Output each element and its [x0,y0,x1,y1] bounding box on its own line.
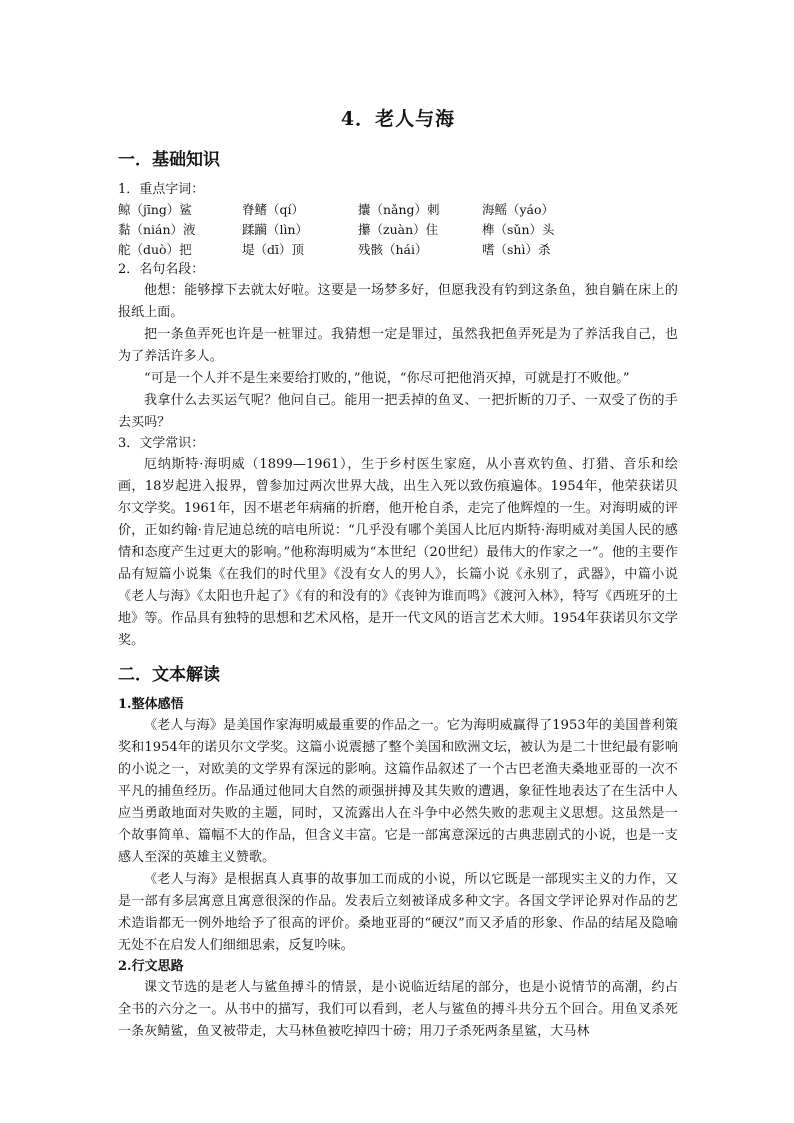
vocab-item: 舵（duò）把 [118,242,192,257]
section-heading-text-analysis: 二．文本解读 [118,665,220,685]
vocab-item: 攥（zuàn）住 [358,222,439,237]
document-page [118,104,678,1043]
thread-paragraph: 课文节选的是老人与鲨鱼搏斗的情景，是小说临近结尾的部分，也是小说情节的高潮，约占全书的六分之一。从书中的描写，我们可以看到，老人与鲨鱼的搏斗共分五个回合。用鱼叉杀死一条灰鲭鲨，鱼叉被带走，大马林鱼被吃掉四十磅；用刀子杀死两条星鲨，大马林 [118,980,678,1039]
thread-label: 2.行文思路 [118,959,184,974]
vocab-item: 攮（nǎng）刺 [358,202,440,217]
vocab-item: 海鳐（yáo） [482,202,555,217]
vocabulary-grid [118,200,678,260]
quote-paragraph: 把一条鱼弄死也许是一桩罪过。我猜想一定是罪过，虽然我把鱼弄死是为了养活我自己，也为了养活许多人。 [118,327,678,364]
vocab-item: 黏（nián）液 [118,222,196,237]
vocab-item: 堤（dī）顶 [242,242,304,257]
overall-label: 1.整体感悟 [118,697,184,712]
overall-paragraph: 《老人与海》是美国作家海明威最重要的作品之一。它为海明威赢得了1953年的美国普利策奖和1954年的诺贝尔文学奖。这篇小说震撼了整个美国和欧洲文坛，被认为是二十世纪最有影响的小说之一，对欧美的文学界有深远的影响。这篇作品叙述了一个古巴老渔夫桑地亚哥的一次不平凡的捕鱼经历。作品通过他同大自然的顽强拼搏及其失败的遭遇，象征性地表达了在生活中人应当勇敢地面对失败的主题，同时，又流露出人在斗争中必然失败的悲观主义思想。这虽然是一个故事简单、篇幅不大的作品，但含义丰富。它是一部寓意深远的古典悲剧式的小说，也是一支感人至深的英雄主义赞歌。 [118,718,678,865]
overall-paragraph: 《老人与海》是根据真人真事的故事加工而成的小说，所以它既是一部现实主义的力作，又是一部有多层寓意且寓意很深的作品。发表后立刻被译成多种文字。各国文学评论界对作品的艺术造诣都无一例外地给予了很高的评价。桑地亚哥的“硬汉”而又矛盾的形象、作品的结尾及隐喻无处不在启发人们细细思索，反复吟味。 [118,872,678,953]
quote-paragraph: “可是一个人并不是生来要给打败的，”他说，“你尽可把他消灭掉，可就是打不败他。” [144,371,630,386]
quote-paragraph: 我拿什么去买运气呢？他问自己。能用一把丢掉的鱼叉、一把折断的刀子、一双受了伤的手去买吗？ [118,393,678,430]
quote-paragraph: 他想：能够撑下去就太好啦。这要是一场梦多好，但愿我没有钓到这条鱼，独自躺在床上的报纸上面。 [118,283,678,320]
vocab-item: 残骸（hái） [358,242,428,257]
quotes-label: 2．名句名段： [118,262,205,277]
vocab-item: 鲸（jīng）鲨 [118,202,192,217]
vocab-item: 脊鳍（qí） [242,202,304,217]
literature-paragraph: 厄纳斯特·海明威（1899—1961），生于乡村医生家庭，从小喜欢钓鱼、打猎、音乐和绘画，18岁起进入报界，曾参加过两次世界大战，出生入死以致伤痕遍体。1954年，他荣获诺贝尔文学奖。1961年，因不堪老年病痛的折磨，他开枪自杀，走完了他辉煌的一生。对海明威的评价，正如约翰·肯尼迪总统的唁电所说：“几乎没有哪个美国人比厄内斯特·海明威对美国人民的感情和态度产生过更大的影响。”他称海明威为“本世纪（20世纪）最伟大的作家之一”。他的主要作品有短篇小说集《在我们的时代里》《没有女人的男人》，长篇小说《永别了，武器》，中篇小说《老人与海》《太阳也升起了》《有的和没有的》《丧钟为谁而鸣》《渡河入林》，特写《西班牙的土地》等。作品具有独特的思想和艺术风格，是开一代文风的语言艺术大师。1954年获诺贝尔文学奖。 [118,457,678,648]
section-heading-basics: 一．基础知识 [118,150,220,170]
vocab-item: 榫（sǔn）头 [482,222,555,237]
words-label: 1．重点字词： [118,182,205,197]
literature-label: 3．文学常识： [118,436,205,451]
vocab-item: 嗜（shì）杀 [482,242,551,257]
vocab-item: 蹂躏（lìn） [242,222,309,237]
page-title: 4．老人与海 [340,108,456,130]
